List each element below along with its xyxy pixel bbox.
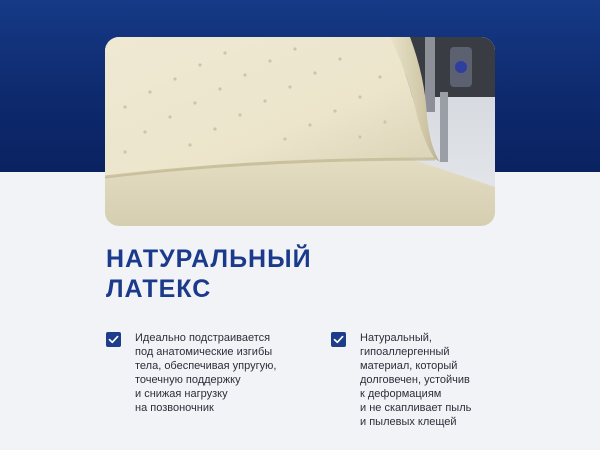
feature-item-2 <box>331 331 531 429</box>
title-line-2: ЛАТЕКС <box>106 275 212 303</box>
feature-text-2: Натуральный, гипоаллергенный материал, который долговечен, устойчив к деформациям и не скапливает пыль и пылевых клещей <box>360 332 472 428</box>
product-photo <box>105 37 495 226</box>
checkbox-icon <box>331 332 346 347</box>
checkbox-icon <box>106 332 121 347</box>
latex-sheet-illustration <box>105 37 495 226</box>
title-line-1: НАТУРАЛЬНЫЙ <box>106 245 312 273</box>
feature-item-1 <box>106 331 316 415</box>
section-title <box>106 244 526 304</box>
feature-text-1: Идеально подстраивается под анатомические изгибы тела, обеспечивая упругую, точечную поддержку и снижая нагрузку на позвоночник <box>135 332 277 414</box>
